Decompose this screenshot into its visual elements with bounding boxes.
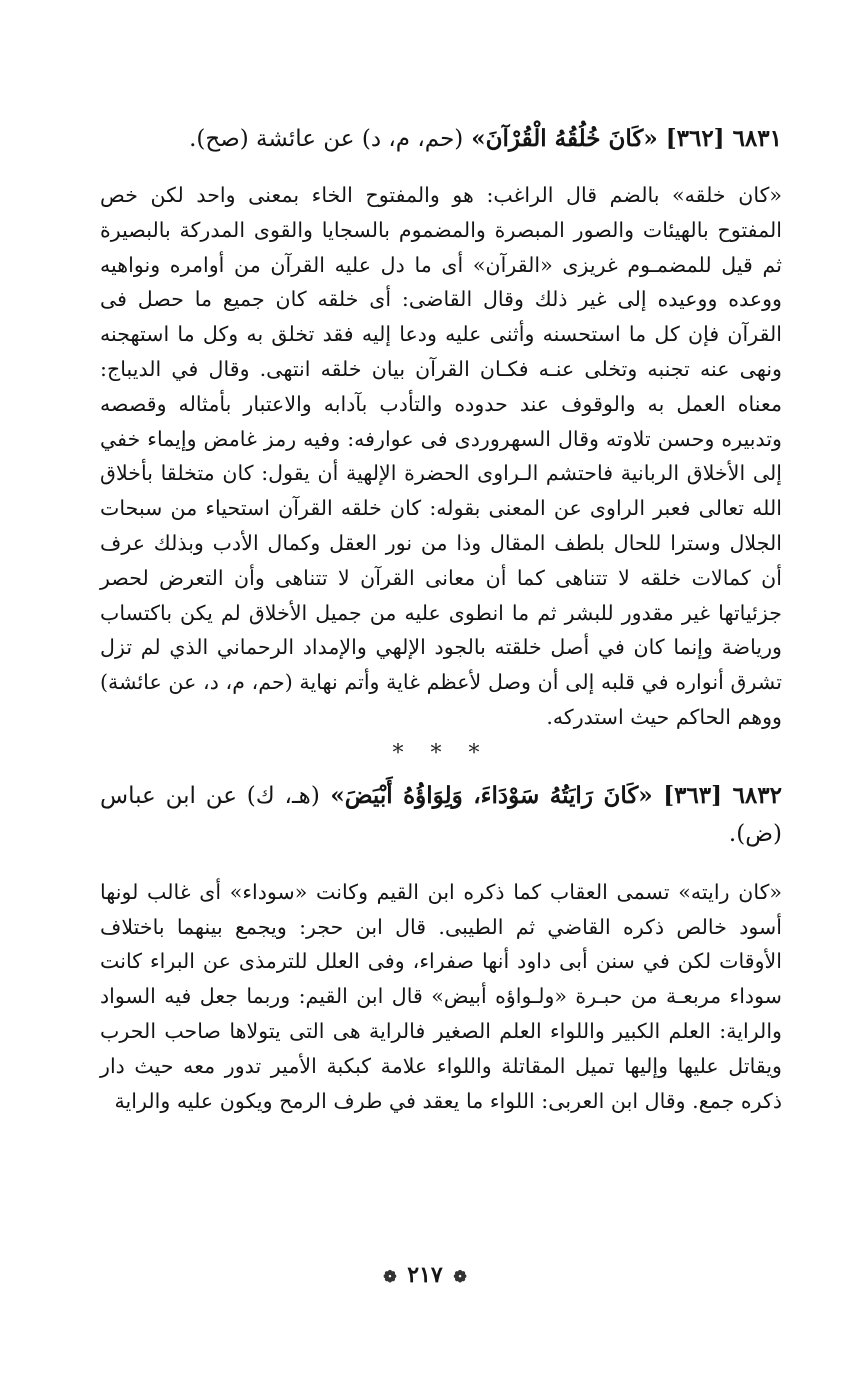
hadith-number: ٦٨٣٢ <box>732 781 782 809</box>
hadith-text: «كَانَ خُلُقُهُ الْقُرْآنَ» <box>471 125 658 152</box>
commentary-6832: «كان رايته» تسمى العقاب كما ذكره ابن القيم وكانت «سوداء» أى غالب لونها أسود خالص ذكره القاضي ثم الطيبى. قال ابن حجر: ويجمع بينهما باختلاف الأوقات لكن في سنن أبى داود أنها صفراء، وفى العلل للترمذى عن البراء كانت سوداء مربعـة من حبـرة «ولـواؤه أبيض» قال ابن القيم: وربما جعل فيه السواد والراية: العلم الكبير واللواء العلم الصغير فالراية هى التى يتولاها صاحب الحرب ويقاتل عليها وإليها تميل المقاتلة واللواء علامة كبكبة الأمير تدور معه حيث دار ذكره جمع. وقال ابن العربى: اللواء ما يعقد في طرف الرمح ويكون عليه والراية <box>100 879 782 1113</box>
ornament-icon: ❁ <box>453 1266 467 1286</box>
hadith-references: (هـ، ك) عن ابن عباس (ض). <box>100 782 782 847</box>
page-footer <box>0 1262 850 1288</box>
secondary-number: [٣٦٣] <box>663 781 723 809</box>
spacer <box>100 853 782 875</box>
ornament-icon: ❁ <box>383 1266 397 1286</box>
hadith-number: ٦٨٣١ <box>732 125 782 152</box>
entry-heading-6831 <box>100 120 782 158</box>
page-number: ٢١٧ <box>407 1262 443 1288</box>
commentary-6831: «كان خلقه» بالضم قال الراغب: هو والمفتوح الخاء بمعنى واحد لكن خص المفتوح بالهيئات والصور المبصرة والمضموم بالسجايا والقوى المدركة بالبصيرة ثم قيل للمضمـوم غريزى «القرآن» أى ما دل عليه القرآن من أوامره ونواهيه ووعده ووعيده إلى غير ذلك وقال القاضى: أى خلقه كان جميع ما حصل فى القرآن فإن كل ما استحسنه وأثنى عليه ودعا إليه فقد تخلق به وكل ما استهجنه ونهى عنه تجنبه وتخلى عنـه فكـان القرآن بيان خلقه انتهى. وقال في الديباج: معناه العمل به والوقوف عند حدوده والتأدب بآدابه والاعتبار بأمثاله وقصصه وتدبيره وحسن تلاوته وقال السهروردى فى عوارفه: وفيه رمز غامض وإيماء خفي إلى الأخلاق الربانية فاحتشم الـراوى الحضرة الإلهية أن يقول: كان متخلقا بأخلاق الله تعالى فعبر الراوى عن المعنى بقوله: كان خلقه القرآن استحياء من سبحات الجلال وسترا للحال بلطف المقال وذا من نور العقل وكمال الأدب وبذلك عرف أن كمالات خلقه لا تتناهى كما أن معانى القرآن لا تتناهى وأن التعرض لحصر جزئياتها غير مقدور للبشر ثم ما انطوى عليه من جميل الأخلاق لم يكن باكتساب ورياضة وإنما كان في أصل خلقته بالجود الإلهي والإمداد الرحماني الذي لم تزل تشرق أنواره في قلبه إلى أن وصل لأعظم غاية وأتم نهاية (حم، م، د، عن عائشة) ووهم الحاكم حيث استدركه. <box>100 183 782 729</box>
book-page <box>100 120 782 1118</box>
hadith-text: «كَانَ رَايَتُهُ سَوْدَاءَ، وَلِوَاؤُهُ أَبْيَضَ» <box>330 781 653 809</box>
section-separator: * * * <box>392 740 490 766</box>
entry-heading-6832 <box>100 777 782 853</box>
secondary-number: [٣٦٢] <box>665 125 725 152</box>
hadith-references: (حم، م، د) عن عائشة (صح). <box>189 126 464 152</box>
spacer <box>100 158 782 178</box>
